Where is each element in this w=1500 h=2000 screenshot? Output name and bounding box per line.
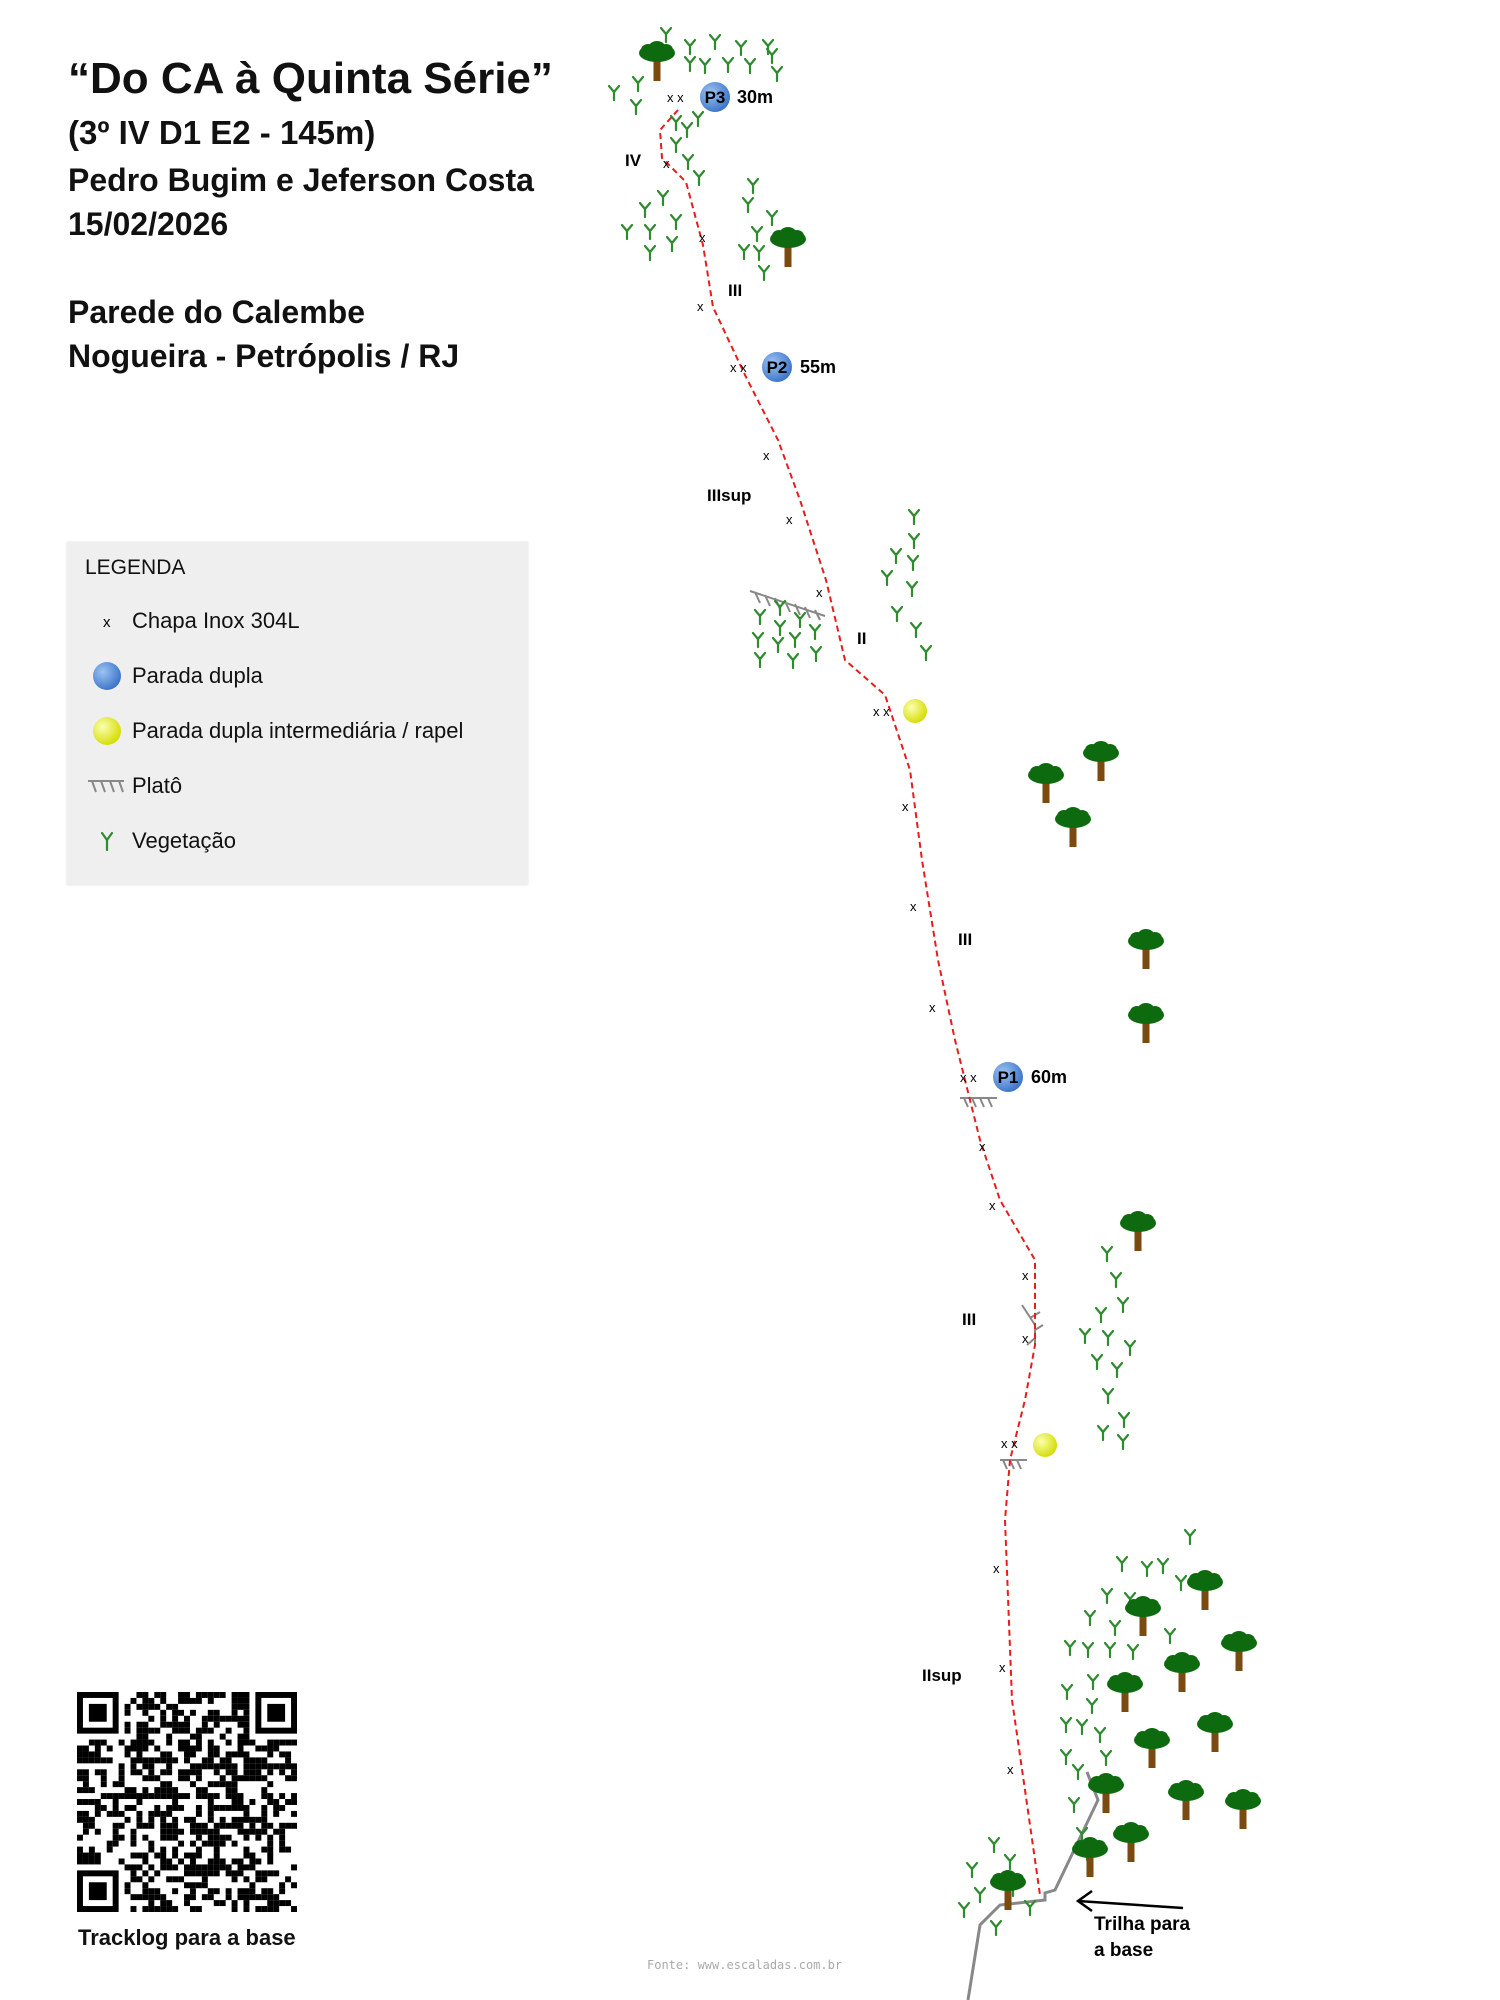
bolt: x: [993, 1561, 1000, 1576]
legend-label-vegetation: Vegetação: [132, 828, 236, 853]
bolt: x: [763, 448, 770, 463]
bolt: x: [786, 512, 793, 527]
route-date: 15/02/2026: [68, 206, 229, 242]
belay-p2[interactable]: [762, 352, 836, 382]
belay-p1-length: 60m: [1031, 1067, 1068, 1087]
wall-name: Parede do Calembe: [68, 294, 365, 330]
anchor-mark: x x: [667, 90, 684, 105]
bolt: x: [979, 1139, 986, 1154]
legend-title: LEGENDA: [85, 556, 186, 579]
bolt: x: [999, 1660, 1006, 1675]
trail-label-line2: a base: [1094, 1940, 1154, 1961]
legend-label-bolt: Chapa Inox 304L: [132, 608, 300, 633]
anchor-marks: [667, 90, 1018, 1451]
bolt: x: [697, 299, 704, 314]
bolt: x: [816, 585, 823, 600]
trees: [639, 41, 1261, 1910]
intermediate-anchor-upper[interactable]: [903, 699, 927, 723]
plateau-p1: [960, 1098, 997, 1107]
anchor-mark: x x: [1001, 1436, 1018, 1451]
bolt: x: [1022, 1331, 1029, 1346]
legend-label-plateau: Platô: [132, 773, 183, 798]
bolts: [663, 156, 1029, 1777]
belay-p3[interactable]: [700, 82, 773, 112]
source-credit: Fonte: www.escaladas.com.br: [647, 1958, 843, 1972]
trail-arrow: [1078, 1891, 1183, 1911]
anchor-mark: x x: [873, 704, 890, 719]
grade-label: IIIsup: [707, 486, 752, 505]
grade-label: IIsup: [922, 1666, 962, 1685]
belay-p3-label: P3: [704, 88, 726, 107]
belay-p3-length: 30m: [737, 87, 774, 107]
bolt: x: [989, 1198, 996, 1213]
intermediate-anchor-lower[interactable]: [1033, 1433, 1057, 1457]
grade-label: III: [958, 930, 973, 949]
route-grade: (3º IV D1 E2 - 145m): [68, 114, 376, 151]
legend-label-intermediate: Parada dupla intermediária / rapel: [132, 718, 464, 743]
approach-trail: [968, 1772, 1098, 2000]
route-title: “Do CA à Quinta Série”: [68, 54, 553, 103]
grade-label: III: [728, 281, 743, 300]
grade-label: IV: [625, 151, 642, 170]
bolt: x: [929, 1000, 936, 1015]
bolt: x: [1007, 1762, 1014, 1777]
anchor-mark: x x: [730, 360, 747, 375]
belay-p2-label: P2: [766, 358, 788, 377]
grade-label: III: [962, 1310, 977, 1329]
route-line: [660, 110, 1040, 1895]
grade-label: II: [857, 629, 867, 648]
belay-p1-label: P1: [997, 1068, 1019, 1087]
pitch-grades: [625, 151, 976, 1685]
plateau-lower: [1000, 1460, 1027, 1469]
vegetation: [609, 28, 1195, 1935]
bolt: x: [902, 799, 909, 814]
anchor-mark: x x: [960, 1070, 977, 1085]
belay-p2-length: 55m: [800, 357, 837, 377]
location-name: Nogueira - Petrópolis / RJ: [68, 338, 460, 374]
legend-label-belay: Parada dupla: [132, 663, 263, 688]
bolt: x: [699, 230, 706, 245]
route-authors: Pedro Bugim e Jeferson Costa: [68, 162, 534, 198]
bolt: x: [910, 899, 917, 914]
svg-text:x: x: [103, 614, 111, 631]
belay-p1[interactable]: [993, 1062, 1067, 1092]
qr-caption: Tracklog para a base: [78, 1925, 296, 1950]
trail-label-line1: Trilha para: [1094, 1914, 1191, 1935]
bolt: x: [663, 156, 670, 171]
bolt: x: [1022, 1268, 1029, 1283]
